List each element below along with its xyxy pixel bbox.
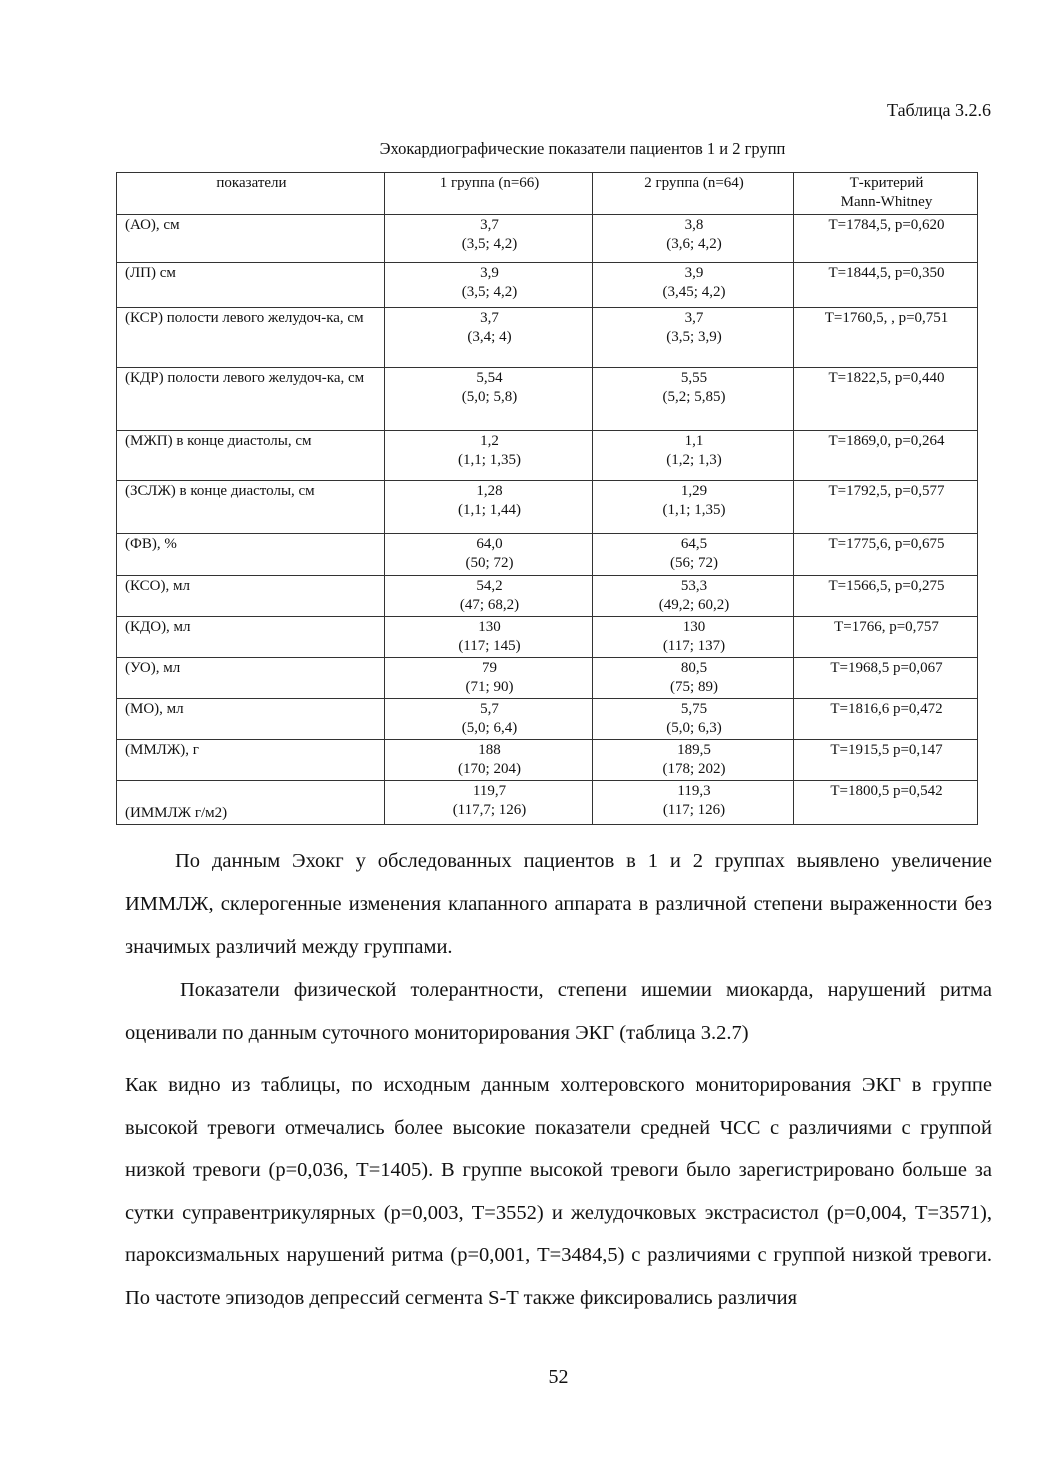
row-indicator: (ИММЛЖ г/м2) bbox=[117, 781, 385, 825]
interquartile-range: (49,2; 60,2) bbox=[658, 597, 730, 613]
median-value: 54,2 bbox=[476, 578, 503, 594]
table-title: Эхокардиографические показатели пациентов 1 и 2 групп bbox=[379, 139, 786, 158]
row-test-result: Т=1816,6 р=0,472 bbox=[794, 699, 978, 740]
interquartile-range: (117,7; 126) bbox=[452, 802, 527, 818]
page-number: 52 bbox=[548, 1366, 569, 1388]
median-value: 130 bbox=[478, 619, 501, 635]
row-test-result: Т=1968,5 р=0,067 bbox=[794, 658, 978, 699]
interquartile-range: (3,45; 4,2) bbox=[662, 284, 726, 300]
row-group2-value bbox=[593, 534, 794, 576]
interquartile-range: (178; 202) bbox=[662, 761, 726, 777]
row-group1-value bbox=[385, 308, 593, 368]
interquartile-range: (3,5; 4,2) bbox=[461, 236, 518, 252]
interquartile-range: (117; 145) bbox=[458, 638, 521, 654]
interquartile-range: (5,0; 5,8) bbox=[461, 389, 518, 405]
row-group2-value bbox=[593, 263, 794, 308]
row-group1-value bbox=[385, 215, 593, 263]
row-group2-value bbox=[593, 740, 794, 781]
row-indicator: (ММЛЖ), г bbox=[117, 740, 385, 781]
paragraph-1: По данным Эхокг у обследованных пациентов в 1 и 2 группах выявлено увеличение ИММЛЖ, склерогенные изменения клапанного аппарата в различной степени выраженности без значимых различий между группами. bbox=[125, 850, 992, 958]
row-group1-value bbox=[385, 740, 593, 781]
table-row bbox=[117, 481, 978, 534]
header-group2: 2 группа (n=64) bbox=[593, 173, 794, 215]
row-indicator: (ЗСЛЖ) в конце диастолы, см bbox=[117, 481, 385, 534]
median-value: 3,7 bbox=[684, 310, 704, 326]
interquartile-range: (1,1; 1,35) bbox=[458, 452, 521, 468]
interquartile-range: (3,6; 4,2) bbox=[666, 236, 722, 252]
median-value: 3,9 bbox=[684, 265, 704, 281]
median-value: 1,28 bbox=[476, 483, 503, 499]
interquartile-range: (1,1; 1,35) bbox=[662, 502, 726, 518]
median-value: 3,9 bbox=[480, 265, 499, 281]
row-group1-value bbox=[385, 617, 593, 658]
row-indicator: (МЖП) в конце диастолы, см bbox=[117, 431, 385, 481]
row-group2-value bbox=[593, 658, 794, 699]
row-indicator: (ЛП) см bbox=[117, 263, 385, 308]
table-row bbox=[117, 431, 978, 481]
table-header-row bbox=[117, 173, 978, 215]
row-indicator: (КДР) полости левого желудоч-ка, см bbox=[117, 368, 385, 431]
table-row bbox=[117, 576, 978, 617]
interquartile-range: (3,5; 3,9) bbox=[666, 329, 722, 345]
table-label: Таблица 3.2.6 bbox=[887, 100, 991, 120]
row-group2-value bbox=[593, 699, 794, 740]
row-group2-value bbox=[593, 617, 794, 658]
row-group2-value bbox=[593, 481, 794, 534]
median-value: 130 bbox=[682, 619, 706, 635]
row-group2-value bbox=[593, 308, 794, 368]
table-body bbox=[117, 215, 978, 825]
median-value: 189,5 bbox=[677, 742, 711, 758]
interquartile-range: (71; 90) bbox=[465, 679, 514, 695]
table-row bbox=[117, 658, 978, 699]
row-group1-value bbox=[385, 658, 593, 699]
header-test bbox=[794, 173, 978, 215]
row-indicator: (ФВ), % bbox=[117, 534, 385, 576]
table-row bbox=[117, 534, 978, 576]
row-group2-value bbox=[593, 431, 794, 481]
interquartile-range: (3,4; 4) bbox=[467, 329, 512, 345]
header-indicator: показатели bbox=[117, 173, 385, 215]
interquartile-range: (3,5; 4,2) bbox=[461, 284, 518, 300]
median-value: 5,55 bbox=[680, 370, 708, 386]
row-group2-value bbox=[593, 368, 794, 431]
interquartile-range: (170; 204) bbox=[458, 761, 521, 777]
median-value: 53,3 bbox=[680, 578, 708, 594]
median-value: 3,7 bbox=[480, 217, 499, 233]
table-row bbox=[117, 215, 978, 263]
header-test-line2: Mann-Whitney bbox=[840, 194, 933, 210]
row-group1-value bbox=[385, 576, 593, 617]
row-group1-value bbox=[385, 781, 593, 825]
interquartile-range: (5,0; 6,3) bbox=[666, 720, 722, 736]
interquartile-range: (75; 89) bbox=[670, 679, 718, 695]
paragraph-3: Как видно из таблицы, по исходным данным холтеровского мониторирования ЭКГ в группе высокой тревоги отмечались более высокие показатели средней ЧСС с различиями с группой низкой тревоги (р=0,036, Т=1405). В группе высокой тревоги было зарегистрировано больше за сутки суправентрикулярных (р=0,003, Т=3552) и желудочковых экстрасистол (р=0,004, Т=3571), пароксизмальных нарушений ритма (р=0,001, Т=3484,5) с различиями с группой низкой тревоги. По частоте эпизодов депрессий сегмента S-T также фиксировались различия bbox=[125, 1074, 992, 1309]
paragraph-2: Показатели физической толерантности, степени ишемии миокарда, нарушений ритма оценивали по данным суточного мониторирования ЭКГ (таблица 3.2.7) bbox=[125, 979, 992, 1044]
median-value: 1,2 bbox=[480, 433, 499, 449]
row-test-result: Т=1800,5 р=0,542 bbox=[794, 781, 978, 825]
row-test-result: Т=1792,5, р=0,577 bbox=[794, 481, 978, 534]
median-value: 3,8 bbox=[684, 217, 704, 233]
median-value: 1,29 bbox=[680, 483, 708, 499]
row-test-result: Т=1760,5, , р=0,751 bbox=[794, 308, 978, 368]
median-value: 79 bbox=[482, 660, 497, 676]
interquartile-range: (5,2; 5,85) bbox=[662, 389, 726, 405]
median-value: 64,5 bbox=[680, 536, 708, 552]
median-value: 64,0 bbox=[476, 536, 503, 552]
row-group2-value bbox=[593, 215, 794, 263]
row-test-result: Т=1915,5 р=0,147 bbox=[794, 740, 978, 781]
interquartile-range: (1,1; 1,44) bbox=[458, 502, 521, 518]
row-indicator: (КСО), мл bbox=[117, 576, 385, 617]
header-test-line1: Т-критерий bbox=[849, 175, 924, 191]
row-test-result: Т=1784,5, р=0,620 bbox=[794, 215, 978, 263]
row-group1-value bbox=[385, 534, 593, 576]
row-test-result: Т=1766, р=0,757 bbox=[794, 617, 978, 658]
row-indicator: (АО), см bbox=[117, 215, 385, 263]
median-value: 1,1 bbox=[684, 433, 704, 449]
median-value: 119,7 bbox=[472, 783, 507, 799]
interquartile-range: (117; 126) bbox=[662, 802, 726, 818]
interquartile-range: (47; 68,2) bbox=[459, 597, 520, 613]
table-row bbox=[117, 699, 978, 740]
row-indicator: (КСР) полости левого желудоч-ка, см bbox=[117, 308, 385, 368]
row-indicator: (МО), мл bbox=[117, 699, 385, 740]
row-group1-value bbox=[385, 431, 593, 481]
interquartile-range: (56; 72) bbox=[670, 555, 718, 571]
row-test-result: Т=1869,0, р=0,264 bbox=[794, 431, 978, 481]
row-test-result: Т=1844,5, р=0,350 bbox=[794, 263, 978, 308]
table-row bbox=[117, 308, 978, 368]
table-row bbox=[117, 263, 978, 308]
interquartile-range: (5,0; 6,4) bbox=[461, 720, 518, 736]
median-value: 3,7 bbox=[480, 310, 499, 326]
row-group2-value bbox=[593, 781, 794, 825]
table-row bbox=[117, 740, 978, 781]
interquartile-range: (117; 137) bbox=[662, 638, 726, 654]
row-indicator: (КДО), мл bbox=[117, 617, 385, 658]
row-indicator: (УО), мл bbox=[117, 658, 385, 699]
row-test-result: Т=1775,6, р=0,675 bbox=[794, 534, 978, 576]
row-group1-value bbox=[385, 699, 593, 740]
echocardiography-table bbox=[116, 172, 978, 825]
row-group1-value bbox=[385, 481, 593, 534]
median-value: 119,3 bbox=[677, 783, 711, 799]
median-value: 5,75 bbox=[680, 701, 708, 717]
row-group2-value bbox=[593, 576, 794, 617]
median-value: 188 bbox=[478, 742, 501, 758]
table-row bbox=[117, 781, 978, 825]
row-group1-value bbox=[385, 368, 593, 431]
interquartile-range: (1,2; 1,3) bbox=[666, 452, 722, 468]
row-group1-value bbox=[385, 263, 593, 308]
header-group1: 1 группа (n=66) bbox=[385, 173, 593, 215]
median-value: 5,54 bbox=[476, 370, 503, 386]
table-row bbox=[117, 617, 978, 658]
row-test-result: Т=1822,5, р=0,440 bbox=[794, 368, 978, 431]
row-test-result: Т=1566,5, р=0,275 bbox=[794, 576, 978, 617]
table-row bbox=[117, 368, 978, 431]
median-value: 80,5 bbox=[680, 660, 708, 676]
interquartile-range: (50; 72) bbox=[465, 555, 514, 571]
median-value: 5,7 bbox=[480, 701, 499, 717]
